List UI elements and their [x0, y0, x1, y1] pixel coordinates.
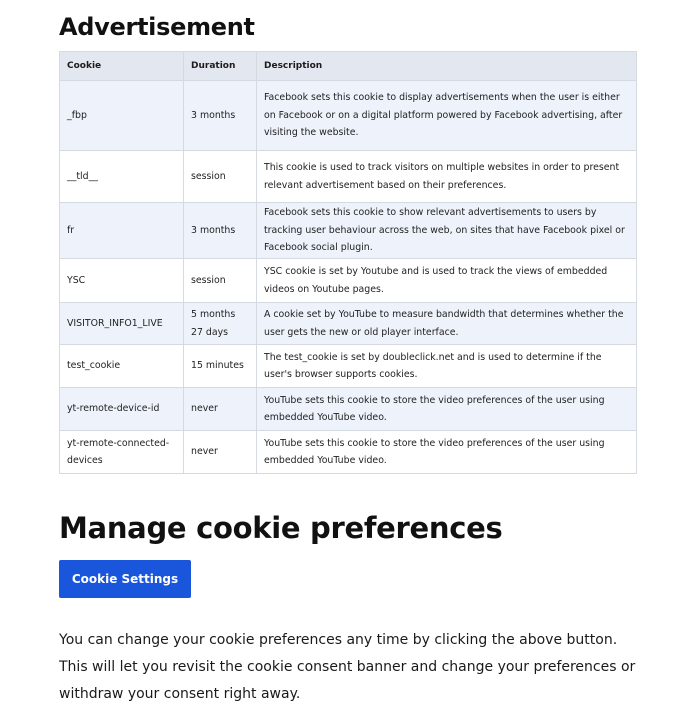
cookie-name-cell: __tld__: [60, 151, 184, 203]
advertisement-heading: Advertisement: [59, 13, 255, 41]
table-row: [60, 259, 637, 303]
duration-cell: session: [184, 259, 257, 303]
cookie-name-cell: YSC: [60, 259, 184, 303]
cookie-name-cell: fr: [60, 203, 184, 259]
manage-preferences-heading: Manage cookie preferences: [59, 511, 503, 545]
duration-cell: 3 months: [184, 203, 257, 259]
duration-cell: session: [184, 151, 257, 203]
cookie-name-cell: yt-remote-connected-devices: [60, 431, 184, 474]
description-cell: Facebook sets this cookie to display advertisements when the user is either on Facebook or on a digital platform powered by Facebook advertising, after visiting the website.: [257, 81, 637, 151]
table-row: [60, 203, 637, 259]
table-row: [60, 151, 637, 203]
description-cell: A cookie set by YouTube to measure bandwidth that determines whether the user gets the new or old player interface.: [257, 303, 637, 345]
cookie-name-cell: _fbp: [60, 81, 184, 151]
duration-cell: 3 months: [184, 81, 257, 151]
cookie-settings-button[interactable]: Cookie Settings: [59, 560, 191, 598]
cookie-name-cell: yt-remote-device-id: [60, 388, 184, 431]
advertisement-cookie-table: [59, 51, 637, 474]
table-header-row: [60, 52, 637, 81]
column-header-cookie: Cookie: [60, 52, 184, 81]
table-row: [60, 431, 637, 474]
description-cell: YouTube sets this cookie to store the video preferences of the user using embedded YouTube video.: [257, 431, 637, 474]
duration-cell: never: [184, 388, 257, 431]
description-cell: YSC cookie is set by Youtube and is used to track the views of embedded videos on Youtube pages.: [257, 259, 637, 303]
duration-cell: 15 minutes: [184, 345, 257, 388]
description-cell: The test_cookie is set by doubleclick.net and is used to determine if the user's browser supports cookies.: [257, 345, 637, 388]
cookie-name-cell: VISITOR_INFO1_LIVE: [60, 303, 184, 345]
description-cell: YouTube sets this cookie to store the video preferences of the user using embedded YouTube video.: [257, 388, 637, 431]
duration-cell: 5 months 27 days: [184, 303, 257, 345]
column-header-description: Description: [257, 52, 637, 81]
table-row: [60, 303, 637, 345]
column-header-duration: Duration: [184, 52, 257, 81]
table-row: [60, 388, 637, 431]
duration-cell: never: [184, 431, 257, 474]
table-row: [60, 345, 637, 388]
description-cell: Facebook sets this cookie to show relevant advertisements to users by tracking user behaviour across the web, on sites that have Facebook pixel or Facebook social plugin.: [257, 203, 637, 259]
cookie-name-cell: test_cookie: [60, 345, 184, 388]
manage-preferences-text: You can change your cookie preferences any time by clicking the above button. This will let you revisit the cookie consent banner and change your preferences or withdraw your consent right away.: [59, 632, 636, 702]
table-row: [60, 81, 637, 151]
description-cell: This cookie is used to track visitors on multiple websites in order to present relevant advertisement based on their preferences.: [257, 151, 637, 203]
